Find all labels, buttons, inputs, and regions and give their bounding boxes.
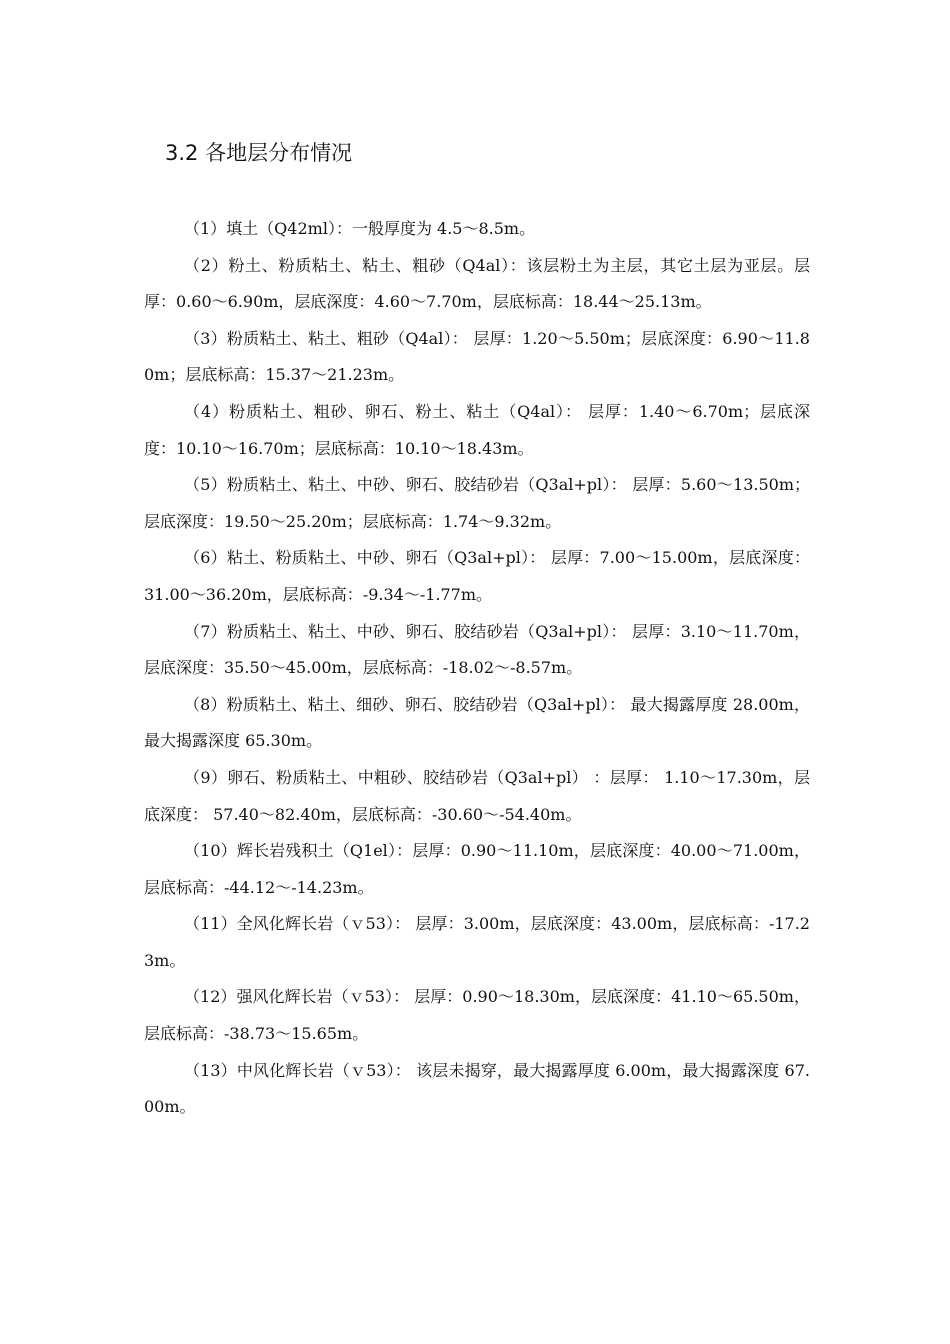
stratum-5-paragraph: （5）粉质粘土、粘土、中砂、卵石、胶结砂岩（Q3al+pl）： 层厚：5.60～13.50m；层底深度：19.50～25.20m；层底标高：1.74～9.32m。 xyxy=(144,475,810,531)
stratum-10-paragraph: （10）辉长岩残积土（Q1el）：层厚：0.90～11.10m，层底深度：40.00～71.00m，层底标高：-44.12～-14.23m。 xyxy=(144,841,810,897)
stratum-7-paragraph: （7）粉质粘土、粘土、中砂、卵石、胶结砂岩（Q3al+pl）： 层厚：3.10～11.70m，层底深度：35.50～45.00m，层底标高：-18.02～-8.57m。 xyxy=(144,621,810,678)
stratum-9-paragraph: （9）卵石、粉质粘土、中粗砂、胶结砂岩（Q3al+pl） ：层厚： 1.10～17.30m，层底深度： 57.40～82.40m，层底标高：-30.60～-54.40m。 xyxy=(144,767,810,824)
stratum-12-paragraph: （12）强风化辉长岩（ｖ53）： 层厚：0.90～18.30m，层底深度：41.10～65.50m，层底标高：-38.73～15.65m。 xyxy=(144,987,810,1044)
stratum-1-paragraph: （1）填土（Q42ml）：一般厚度为 4.5～8.5m。 xyxy=(184,219,536,238)
stratum-4-paragraph: （4）粉质粘土、粗砂、卵石、粉土、粘土（Q4al）： 层厚：1.40～6.70m；层底深度：10.10～16.70m；层底标高：10.10～18.43m。 xyxy=(144,401,810,458)
strata-description xyxy=(144,211,810,1126)
stratum-2-paragraph: （2）粉土、粉质粘土、粘土、粗砂（Q4al）：该层粉土为主层，其它土层为亚层。层厚：0.60～6.90m，层底深度：4.60～7.70m，层底标高：18.44～25.13m。 xyxy=(144,255,810,312)
section-heading: 3.2 各地层分布情况 xyxy=(165,141,353,165)
stratum-6-paragraph: （6）粘土、粉质粘土、中砂、卵石（Q3al+pl）： 层厚：7.00～15.00m，层底深度：31.00～36.20m，层底标高：-9.34～-1.77m。 xyxy=(144,548,810,604)
stratum-8-paragraph: （8）粉质粘土、粘土、细砂、卵石、胶结砂岩（Q3al+pl）： 最大揭露厚度 28.00m，最大揭露深度 65.30m。 xyxy=(144,694,810,751)
stratum-13-paragraph: （13）中风化辉长岩（ｖ53）： 该层未揭穿，最大揭露厚度 6.00m，最大揭露深度 67.00m。 xyxy=(144,1060,810,1117)
stratum-3-paragraph: （3）粉质粘土、粘土、粗砂（Q4al）： 层厚：1.20～5.50m；层底深度：6.90～11.80m；层底标高：15.37～21.23m。 xyxy=(144,328,810,385)
stratum-11-paragraph: （11）全风化辉长岩（ｖ53）： 层厚：3.00m，层底深度：43.00m，层底标高：-17.23m。 xyxy=(144,914,810,970)
